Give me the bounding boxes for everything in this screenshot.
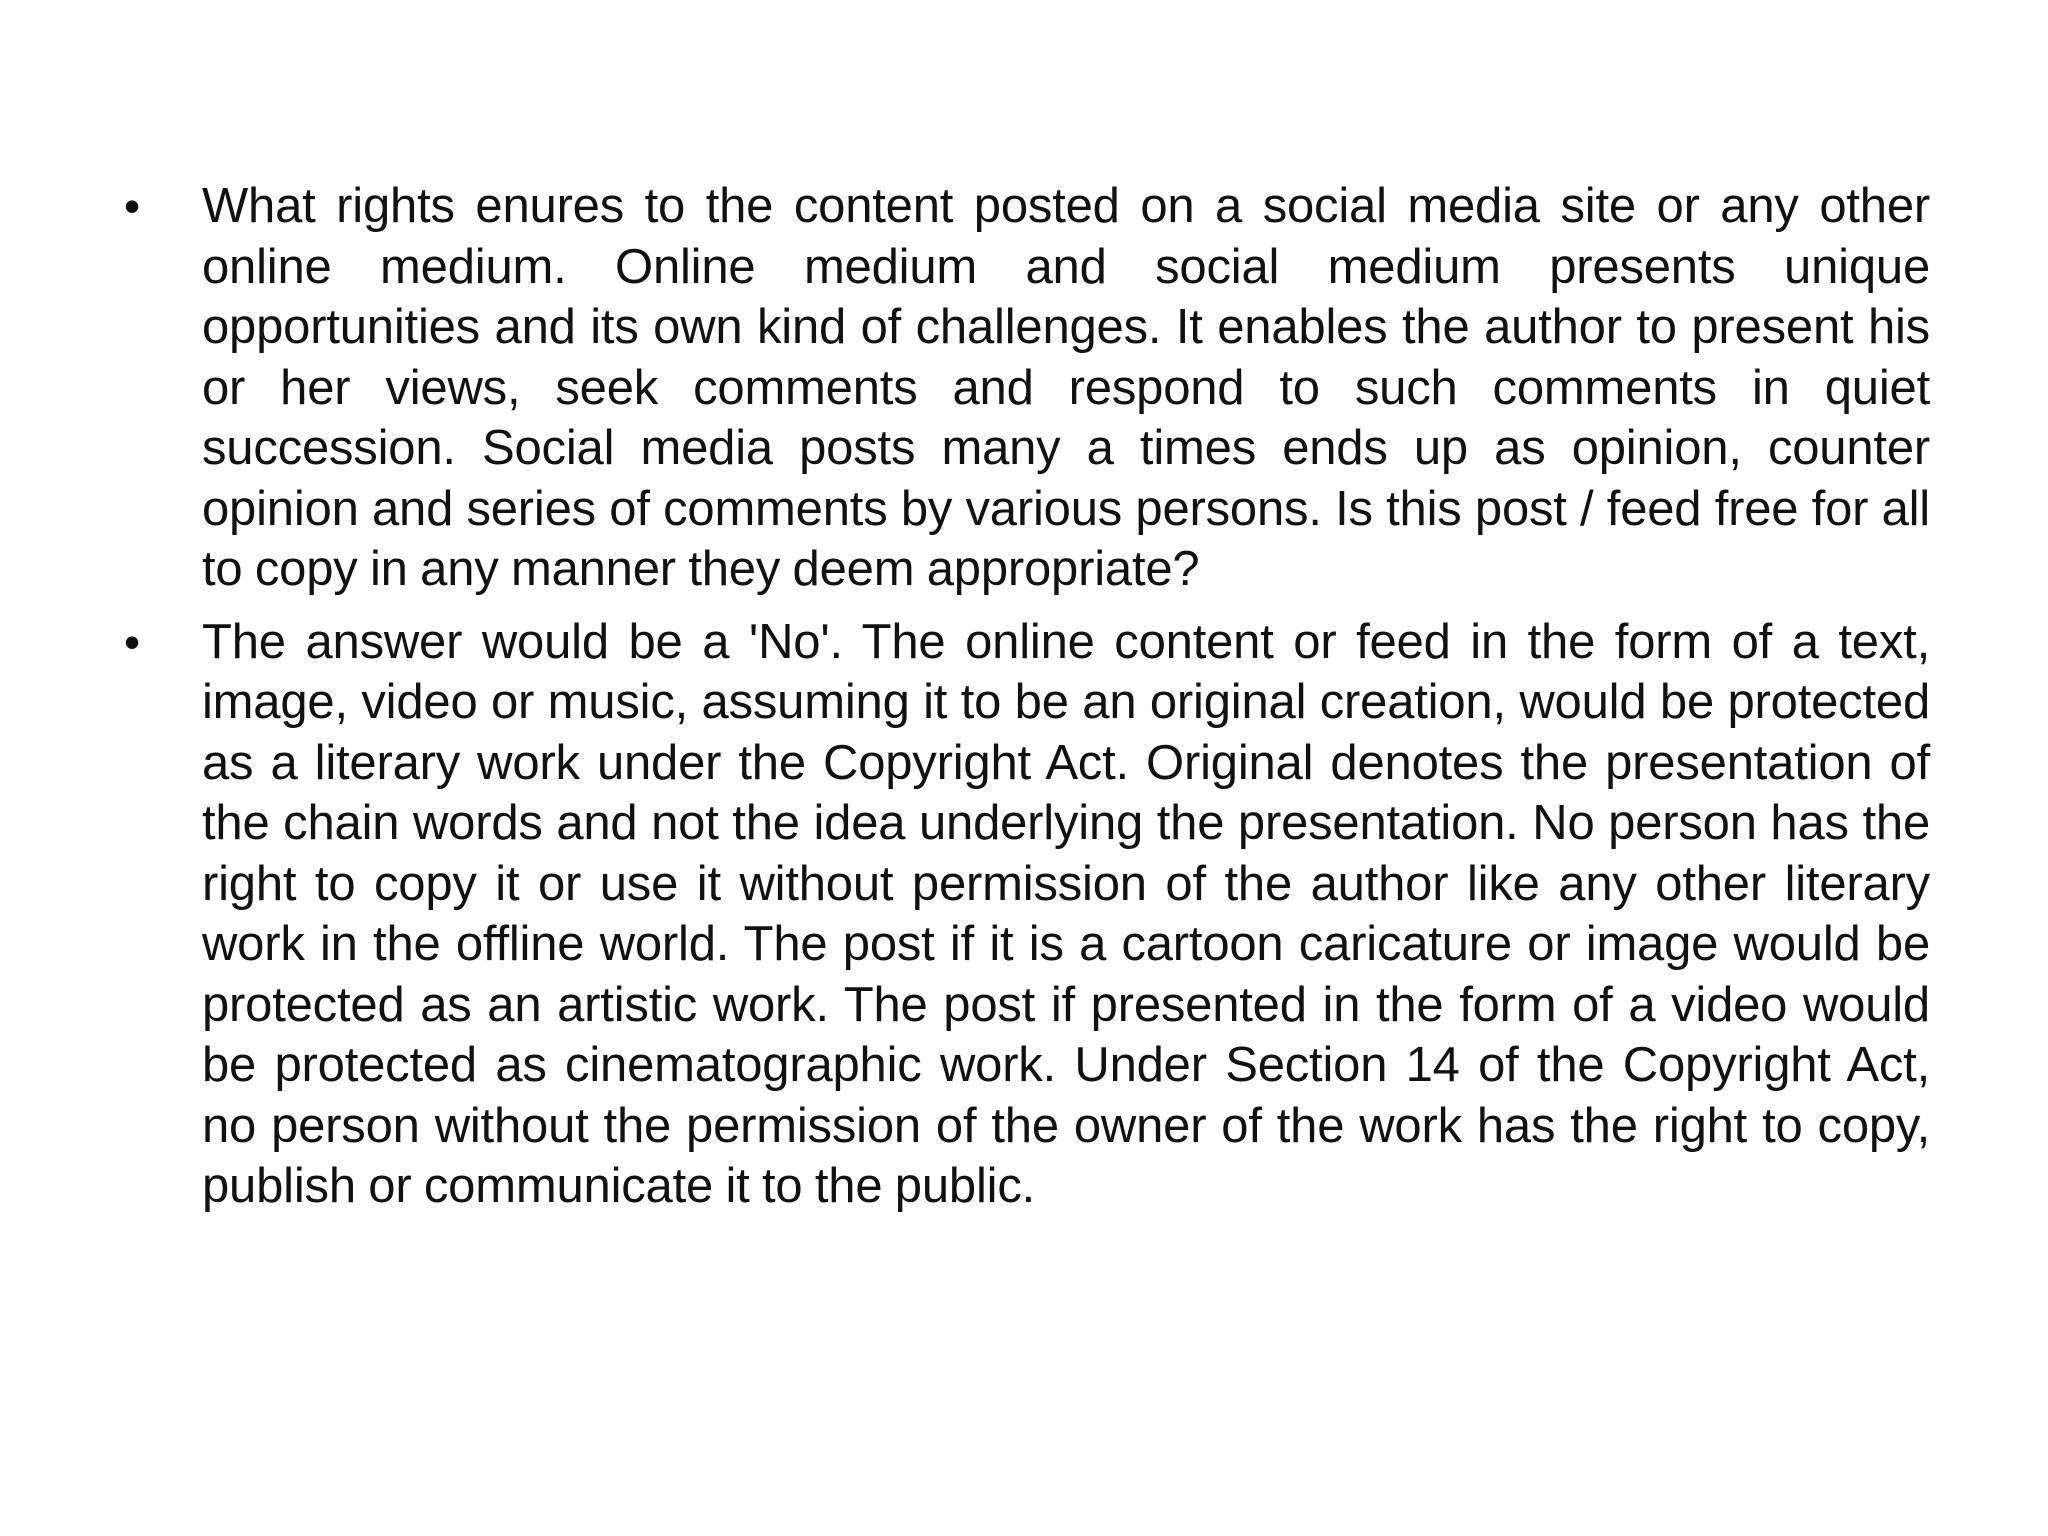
bullet-text: The answer would be a 'No'. The online content or feed in the form of a text, image, video or music, assuming it to be an original creation, would be protected as a literary work under the Copyright Act. Original denotes the presentation of the chain words and not the idea underlying the presentation. No person has the right to copy it or use it without permission of the author like any other literary work in the offline world. The post if it is a cartoon caricature or image would be protected as an artistic work. The post if presented in the form of a video would be protected as cinematographic work. Under Section 14 of the Copyright Act, no person without the permission of the owner of the work has the right to copy, publish or communicate it to the public.	[202, 614, 1930, 1213]
bullet-list	[118, 176, 1930, 1217]
bullet-item-rights-question	[118, 176, 1930, 600]
bullet-item-copyright-answer	[118, 612, 1930, 1217]
bullet-text: What rights enures to the content posted on a social media site or any other online medium. Online medium and social medium presents unique opportunities and its own kind of challenges. It enables the author to present his or her views, seek comments and respond to such comments in quiet succession. Social media posts many a times ends up as opinion, counter opinion and series of comments by various persons. Is this post / feed free for all to copy in any manner they deem appropriate?	[202, 179, 1930, 596]
bullet-marker: •	[124, 615, 141, 668]
slide-body	[118, 176, 1930, 1229]
bullet-marker: •	[124, 180, 141, 232]
